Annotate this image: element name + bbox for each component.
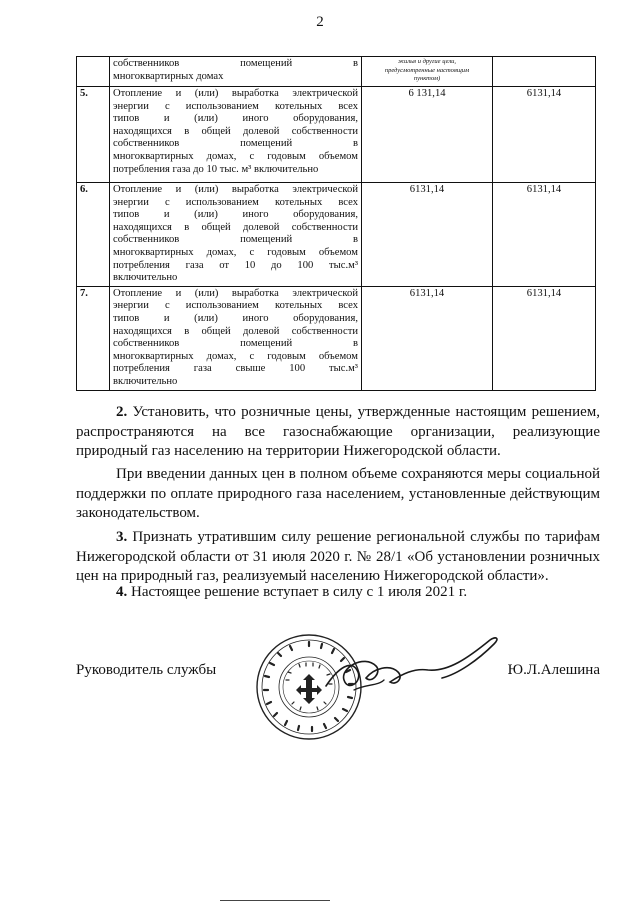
row-price-mid: 6 131,14: [362, 87, 493, 183]
paragraph-3: 3. Признать утратившим силу решение региональной службы по тарифам Нижегородской области от 31 июля 2020 г. № 28/1 «Об установлении розничных цен на природный газ, реализуемый населению Нижегородской области».: [76, 529, 600, 585]
page-number: 2: [316, 14, 324, 30]
row-price-last: 6131,14: [493, 286, 596, 390]
row-number: 5.: [77, 87, 110, 183]
row-price-last: [493, 57, 596, 87]
paragraph-2-note: При введении данных цен в полном объеме сохраняются меры социальной поддержки по оплате природного газа населением, установленные действующим законодательством.: [76, 466, 600, 522]
table-row: [77, 87, 596, 183]
paragraph-2: 2. Установить, что розничные цены, утвержденные настоящим решением, распространяются на все газоснабжающие организации, реализующие природный газ населению на территории Нижегородской области.: [76, 404, 600, 460]
row-description: Отопление и (или) выработка электрической энергии с использованием котельных всех типов и (или) иного оборудования, находящихся в общей долевой собственности собственников помещений в многоквартирных домах, с годовым объемом потребления газа от 10 до 100 тыс.м³ включительно: [110, 183, 362, 287]
table-row: [77, 286, 596, 390]
rates-table: [76, 56, 596, 391]
row-number: 7.: [77, 286, 110, 390]
table-row: [77, 57, 596, 87]
row-price-mid: 6131,14: [362, 183, 493, 287]
row-number: [77, 57, 110, 87]
footer-rule: [220, 900, 330, 901]
row-description: Отопление и (или) выработка электрической энергии с использованием котельных всех типов и (или) иного оборудования, находящихся в общей долевой собственности собственников помещений в многоквартирных домах, с годовым объемом потребления газа до 10 тыс. м³ включительно: [110, 87, 362, 183]
table-row: [77, 183, 596, 287]
row-price-last: 6131,14: [493, 183, 596, 287]
row-description: собственников помещений в многоквартирных домах: [110, 57, 362, 87]
row-description: Отопление и (или) выработка электрической энергии с использованием котельных всех типов и (или) иного оборудования, находящихся в общей долевой собственности собственников помещений в многоквартирных домах, с годовым объемом потребления газа свыше 100 тыс.м³ включительно: [110, 286, 362, 390]
paragraph-4: 4. Настоящее решение вступает в силу с 1 июля 2021 г.: [116, 584, 468, 600]
signatory-position: Руководитель службы: [76, 662, 217, 678]
row-price-mid: 6131,14: [362, 286, 493, 390]
signatory-name: Ю.Л.Алешина: [507, 662, 600, 678]
row-number: 6.: [77, 183, 110, 287]
row-price-last: 6131,14: [493, 87, 596, 183]
row-price-note: жилья и другие цели, предусмотренные настоящим пунктом): [362, 57, 493, 87]
handwritten-signature-icon: [318, 628, 508, 708]
